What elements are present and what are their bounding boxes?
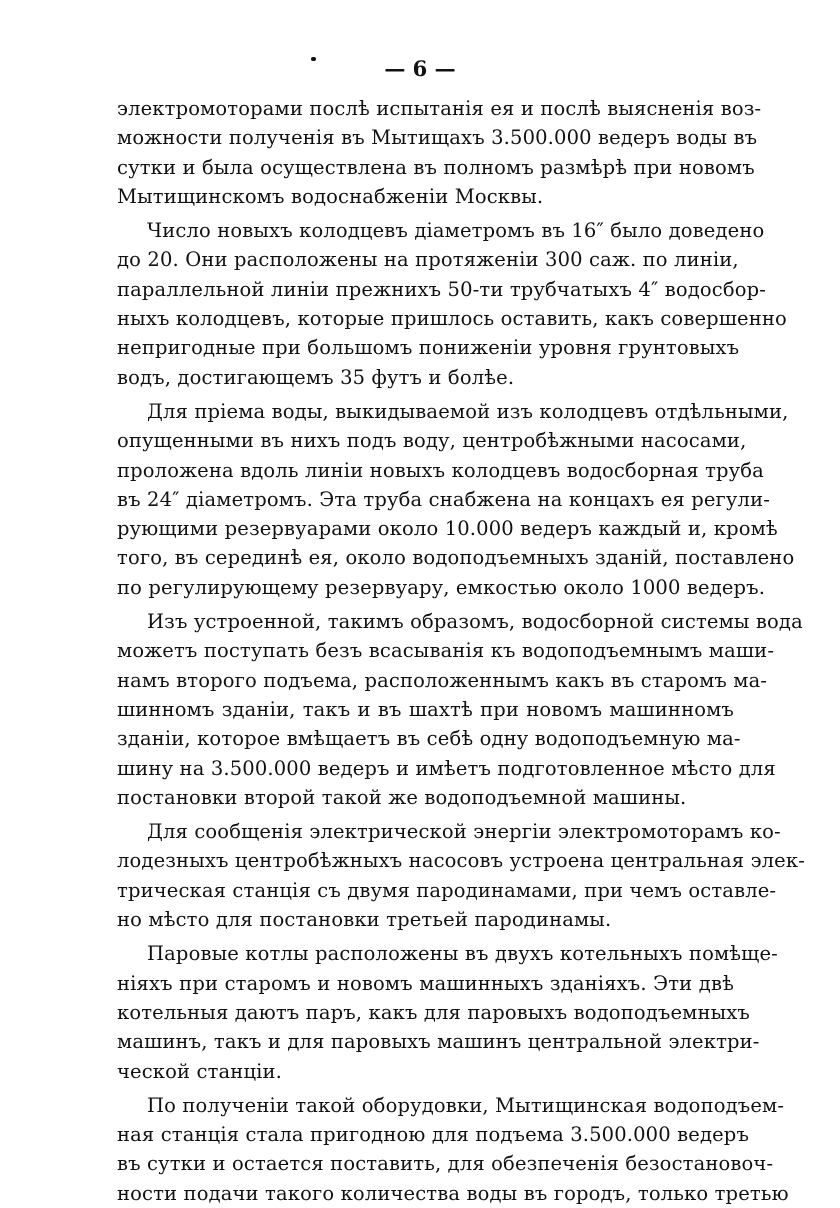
text-line: ности подачи такого количества воды въ городъ, только третью: [117, 1181, 789, 1205]
text-line: шину на 3.500.000 ведеръ и имѣетъ подготовленное мѣсто для: [117, 756, 776, 780]
body-text: [117, 94, 805, 1208]
text-line: того, въ серединѣ ея, около водоподъемныхъ зданій, поставлено: [117, 546, 795, 570]
text-line: до 20. Они расположены на протяженіи 300 саж. по линіи,: [117, 248, 739, 272]
text-line: постановки второй такой же водоподъемной машины.: [117, 785, 687, 809]
text-line: можетъ поступать безъ всасыванія къ водоподъемнымъ маши-: [117, 639, 775, 663]
paragraph-4: [117, 607, 803, 812]
text-line: можности полученія въ Мытищахъ 3.500.000 ведеръ воды въ: [117, 126, 758, 150]
text-line: По полученіи такой оборудовки, Мытищинская водоподъем-: [147, 1093, 785, 1117]
text-line: ныхъ колодцевъ, которые пришлось оставить, какъ совершенно: [117, 307, 787, 331]
text-line: водъ, достигающемъ 35 футъ и болѣе.: [117, 365, 515, 389]
text-line: ческой станціи.: [117, 1059, 283, 1083]
text-line: рующими резервуарами около 10.000 ведеръ каждый и, кромѣ: [117, 517, 778, 541]
text-line: но мѣсто для постановки третьей пародинамы.: [117, 908, 612, 932]
text-line: Мытищинскомъ водоснабженіи Москвы.: [117, 184, 544, 208]
text-line: Паровые котлы расположены въ двухъ котельныхъ помѣще-: [147, 942, 778, 966]
text-line: лодезныхъ центробѣжныхъ насосовъ устроена центральная элек-: [117, 849, 805, 873]
paragraph-3: [117, 397, 795, 602]
paragraph-1: [117, 94, 762, 211]
text-line: по регулирующему резервуару, емкостью около 1000 ведеръ.: [117, 575, 766, 599]
page-number: — 6 —: [384, 56, 456, 81]
text-line: ніяхъ при старомъ и новомъ машинныхъ зданіяхъ. Эти двѣ: [117, 971, 734, 995]
text-line: Для пріема воды, выкидываемой изъ колодцевъ отдѣльными,: [147, 399, 789, 423]
text-line: проложена вдоль линіи новыхъ колодцевъ водосборная труба: [117, 458, 764, 482]
text-line: ная станція стала пригодною для подъема 3.500.000 ведеръ: [117, 1123, 749, 1147]
text-line: машинъ, такъ и для паровыхъ машинъ центральной электри-: [117, 1030, 760, 1054]
paragraph-6: [117, 939, 778, 1085]
text-line: параллельной линіи прежнихъ 50-ти трубчатыхъ 4″ водосбор-: [117, 277, 767, 301]
text-line: намъ второго подъема, расположеннымъ какъ въ старомъ ма-: [117, 668, 768, 692]
text-line: опущенными въ нихъ подъ воду, центробѣжными насосами,: [117, 429, 747, 453]
paragraph-2: [117, 216, 787, 392]
text-line: шинномъ зданіи, такъ и въ шахтѣ при новомъ машинномъ: [117, 697, 734, 721]
printer-mark: [311, 57, 316, 61]
text-line: котельныя даютъ паръ, какъ для паровыхъ водоподъемныхъ: [117, 1000, 750, 1024]
text-line: Число новыхъ колодцевъ діаметромъ въ 16″ было доведено: [147, 219, 765, 243]
text-line: сутки и была осуществлена въ полномъ размѣрѣ при новомъ: [117, 155, 755, 179]
text-line: Изъ устроенной, такимъ образомъ, водосборной системы вода: [147, 610, 803, 634]
text-line: въ сутки и остается поставить, для обезпеченія безостановоч-: [117, 1152, 774, 1176]
text-line: зданіи, которое вмѣщаетъ въ себѣ одну водоподъемную ма-: [117, 727, 741, 751]
text-line: Для сообщенія электрической энергіи электромоторамъ ко-: [147, 820, 781, 844]
paragraph-5: [117, 817, 805, 934]
paragraph-7: [117, 1091, 789, 1208]
text-line: трическая станція съ двумя пародинамами, при чемъ оставле-: [117, 878, 777, 902]
text-line: въ 24″ діаметромъ. Эта труба снабжена на концахъ ея регули-: [117, 487, 770, 511]
text-line: непригодные при большомъ пониженіи уровня грунтовыхъ: [117, 336, 740, 360]
text-line: электромоторами послѣ испытанія ея и послѣ выясненія воз-: [117, 97, 762, 120]
